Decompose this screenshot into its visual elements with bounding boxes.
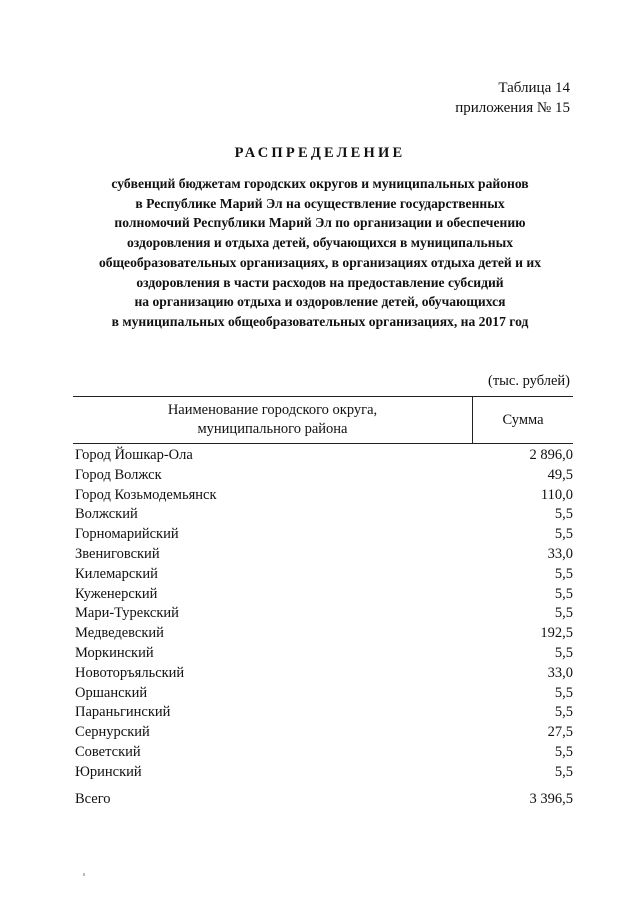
district-amount: 5,5 — [554, 644, 573, 661]
district-name: Волжский — [75, 506, 138, 523]
district-amount: 5,5 — [554, 684, 573, 701]
district-amount: 5,5 — [554, 704, 573, 721]
district-name: Сернурский — [75, 724, 150, 741]
table-number-label: Таблица 14 — [498, 80, 570, 96]
subtitle-line: оздоровления в части расходов на предоставление субсидий — [136, 274, 504, 290]
table-row — [73, 763, 573, 783]
table-row — [73, 604, 573, 624]
scan-speck — [83, 873, 85, 876]
district-amount: 5,5 — [554, 743, 573, 760]
district-amount: 5,5 — [554, 565, 573, 582]
header-name-line: Наименование городского округа, — [167, 402, 378, 418]
district-name: Юринский — [75, 763, 142, 780]
unit-label: (тыс. рублей) — [488, 373, 570, 389]
table-row — [73, 644, 573, 664]
header-name-cell — [73, 397, 473, 443]
district-name: Куженерский — [75, 585, 158, 602]
header-name-line: муниципального района — [197, 421, 348, 437]
total-label: Всего — [75, 790, 111, 807]
subtitle-line: полномочий Республики Марий Эл по организации и обеспечению — [114, 215, 526, 231]
appendix-label: приложения № 15 — [455, 100, 570, 116]
table-row — [73, 743, 573, 763]
subtitle-line: на организацию отдыха и оздоровление детей, обучающихся — [134, 294, 506, 310]
district-amount: 5,5 — [554, 605, 573, 622]
district-name: Город Волжск — [75, 466, 162, 483]
district-name: Медведевский — [75, 625, 164, 642]
district-name: Параньгинский — [75, 704, 171, 721]
district-amount: 5,5 — [554, 526, 573, 543]
district-amount: 2 896,0 — [529, 447, 573, 463]
district-amount: 5,5 — [554, 763, 573, 780]
district-amount: 110,0 — [540, 486, 573, 503]
subtitle-line: в муниципальных общеобразовательных организациях, на 2017 год — [111, 313, 529, 329]
table-row — [73, 703, 573, 723]
document-subtitle — [60, 174, 580, 332]
table-row — [73, 723, 573, 743]
district-amount: 33,0 — [547, 545, 573, 562]
district-amount: 27,5 — [547, 724, 573, 741]
district-name: Оршанский — [75, 684, 148, 701]
district-name: Советский — [75, 743, 141, 760]
district-name: Звениговский — [75, 545, 160, 562]
table-header — [73, 396, 573, 444]
table-row — [73, 446, 573, 466]
district-amount: 192,5 — [540, 625, 573, 642]
district-amount: 5,5 — [554, 506, 573, 523]
district-name: Горномарийский — [75, 526, 179, 543]
table-row — [73, 684, 573, 704]
district-amount: 33,0 — [547, 664, 573, 681]
table-row — [73, 664, 573, 684]
district-name: Килемарский — [75, 565, 158, 582]
subtitle-line: оздоровления и отдыха детей, обучающихся в муниципальных — [126, 235, 513, 251]
district-name: Город Йошкар-Ола — [75, 447, 193, 463]
table-reference — [455, 78, 570, 118]
table-row — [73, 505, 573, 525]
district-amount: 5,5 — [554, 585, 573, 602]
table-row — [73, 545, 573, 565]
header-sum-cell: Сумма — [502, 411, 544, 428]
distribution-table — [73, 396, 573, 809]
district-name: Моркинский — [75, 644, 154, 661]
table-row — [73, 466, 573, 486]
total-amount: 3 396,5 — [529, 790, 573, 807]
table-row — [73, 486, 573, 506]
district-amount: 49,5 — [547, 466, 573, 483]
table-row — [73, 624, 573, 644]
subtitle-line: в Республике Марий Эл на осуществление государственных — [135, 195, 505, 211]
subtitle-line: субвенций бюджетам городских округов и муниципальных районов — [111, 176, 529, 191]
district-name: Новоторъяльский — [75, 664, 185, 681]
document-heading: РАСПРЕДЕЛЕНИЕ — [234, 145, 406, 161]
table-row — [73, 565, 573, 585]
district-name: Город Козьмодемьянск — [75, 486, 217, 503]
table-row — [73, 525, 573, 545]
subtitle-line: общеобразовательных организациях, в организациях отдыха детей и их — [98, 254, 542, 270]
table-row — [73, 585, 573, 605]
total-row — [73, 789, 573, 809]
district-name: Мари-Турекский — [75, 605, 179, 622]
table-body — [73, 446, 573, 809]
